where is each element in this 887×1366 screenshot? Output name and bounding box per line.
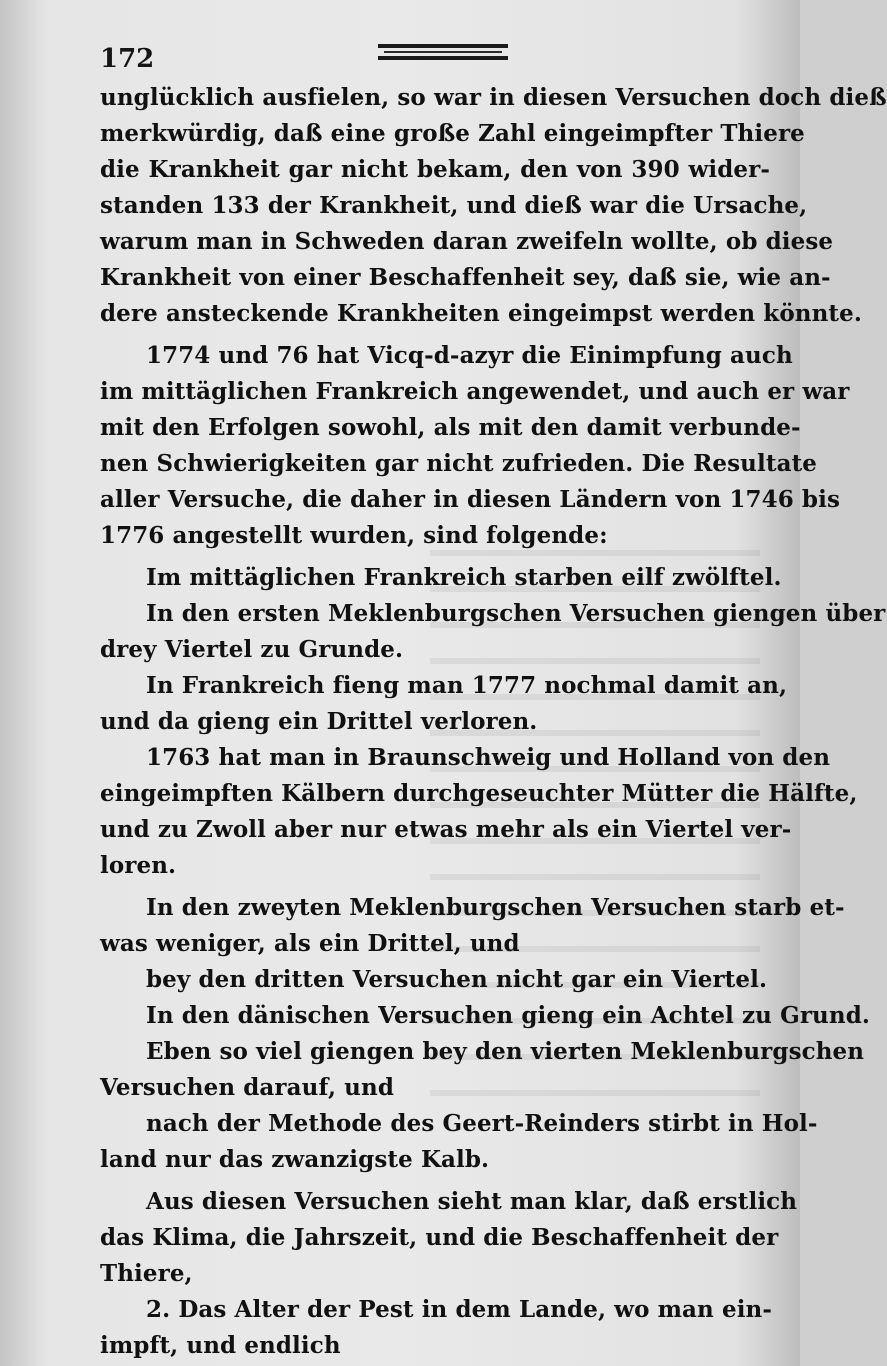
- page-header: [100, 40, 800, 80]
- text-line: bey den dritten Versuchen nicht gar ein Viertel.: [146, 966, 768, 993]
- text-line: impft, und endlich: [100, 1332, 341, 1359]
- page-number: 172: [100, 44, 155, 74]
- text-line: und da gieng ein Drittel verloren.: [100, 708, 538, 735]
- text-line: unglücklich ausfielen, so war in diesen Versuchen doch dieß: [100, 84, 887, 111]
- text-line: Thiere,: [100, 1260, 193, 1287]
- text-line: nach der Methode des Geert-Reinders stirbt in Hol-: [146, 1110, 818, 1137]
- text-line: drey Viertel zu Grunde.: [100, 636, 404, 663]
- text-line: nen Schwierigkeiten gar nicht zufrieden. Die Resultate: [100, 450, 818, 477]
- text-line: die Krankheit gar nicht bekam, den von 390 wider-: [100, 156, 770, 183]
- header-ornament-rule: [378, 44, 508, 60]
- body-text: [100, 80, 887, 1364]
- text-line: land nur das zwanzigste Kalb.: [100, 1146, 490, 1173]
- text-line: 1776 angestellt wurden, sind folgende:: [100, 522, 608, 549]
- text-line: Aus diesen Versuchen sieht man klar, daß erstlich: [146, 1188, 798, 1215]
- text-line: 1774 und 76 hat Vicq-d-azyr die Einimpfung auch: [146, 342, 793, 369]
- text-line: das Klima, die Jahrszeit, und die Beschaffenheit der: [100, 1224, 779, 1251]
- text-line: In den ersten Meklenburgschen Versuchen giengen über: [146, 600, 886, 627]
- text-line: In Frankreich fieng man 1777 nochmal damit an,: [146, 672, 788, 699]
- text-line: 1763 hat man in Braunschweig und Holland von den: [146, 744, 831, 771]
- text-line: merkwürdig, daß eine große Zahl eingeimpfter Thiere: [100, 120, 805, 147]
- text-line: In den zweyten Meklenburgschen Versuchen starb et-: [146, 894, 845, 921]
- text-line: In den dänischen Versuchen gieng ein Achtel zu Grund.: [146, 1002, 870, 1029]
- text-line: warum man in Schweden daran zweifeln wollte, ob diese: [100, 228, 834, 255]
- text-line: Eben so viel giengen bey den vierten Meklenburgschen: [146, 1038, 865, 1065]
- text-line: Krankheit von einer Beschaffenheit sey, daß sie, wie an-: [100, 264, 831, 291]
- text-line: eingeimpften Kälbern durchgeseuchter Mütter die Hälfte,: [100, 780, 858, 807]
- text-line: Im mittäglichen Frankreich starben eilf zwölftel.: [146, 564, 782, 591]
- text-line: was weniger, als ein Drittel, und: [100, 930, 520, 957]
- text-line: dere ansteckende Krankheiten eingeimpst werden könnte.: [100, 300, 862, 327]
- text-line: aller Versuche, die daher in diesen Ländern von 1746 bis: [100, 486, 841, 513]
- text-line: mit den Erfolgen sowohl, als mit den damit verbunde-: [100, 414, 801, 441]
- text-line: und zu Zwoll aber nur etwas mehr als ein Viertel ver-: [100, 816, 792, 843]
- text-line: standen 133 der Krankheit, und dieß war die Ursache,: [100, 192, 808, 219]
- text-line: loren.: [100, 852, 177, 879]
- text-line: Versuchen darauf, und: [100, 1074, 395, 1101]
- text-line: im mittäglichen Frankreich angewendet, und auch er war: [100, 378, 850, 405]
- text-line: 2. Das Alter der Pest in dem Lande, wo man ein-: [146, 1296, 773, 1323]
